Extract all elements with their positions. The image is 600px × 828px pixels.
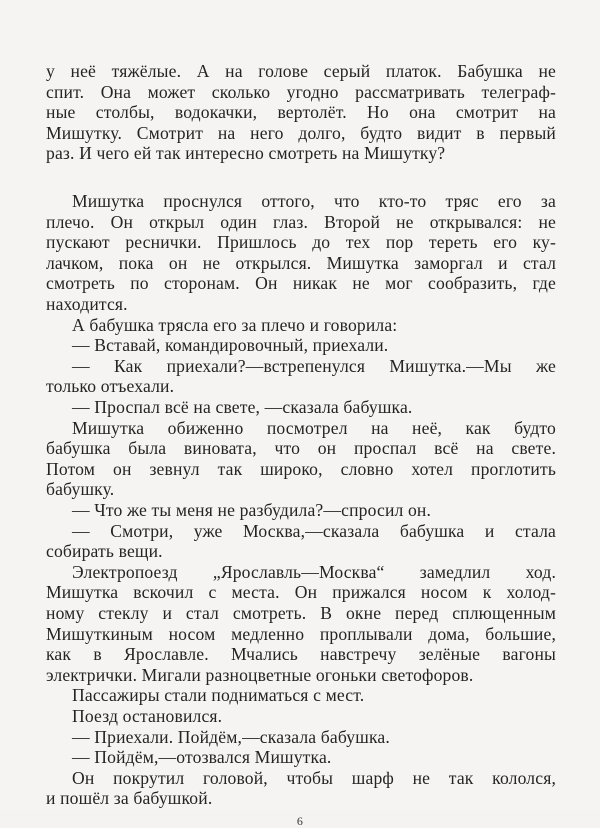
- text-line: ные столбы, водокачки, вертолёт. Но она смотрит на: [46, 102, 556, 123]
- text-line: А бабушка трясла его за плечо и говорила:: [72, 314, 398, 335]
- text-line: спит. Она может сколько угодно рассматривать телеграф-: [46, 81, 556, 102]
- text-line: и пошёл за бабушкой.: [46, 788, 213, 809]
- text-line: находится.: [46, 294, 128, 314]
- text-line: Пассажиры стали подниматься с мест.: [72, 685, 365, 706]
- text-line: пускают реснички. Пришлось до тех пор тереть его ку-: [46, 232, 556, 253]
- dialogue-line: — Смотри, уже Москва,—сказала бабушка и стала: [72, 520, 556, 541]
- text-line: Мишутка проснулся оттого, что кто-то тряс его за: [72, 191, 556, 211]
- dialogue-line: — Как приехали?—встрепенулся Мишутка.—Мы же: [72, 355, 556, 376]
- text-line: у неё тяжёлые. А на голове серый платок. Бабушка не: [46, 61, 556, 81]
- text-line: Мишутка обиженно посмотрел на неё, как будто: [72, 417, 556, 438]
- text-line: Мишуткиным носом медленно проплывали дома, большие,: [46, 623, 556, 644]
- text-line: как в Ярославле. Мчались навстречу зелёные вагоны: [46, 644, 556, 665]
- text-line: только отъехали.: [46, 376, 175, 397]
- text-line: электрички. Мигали разноцветные огоньки светофоров.: [46, 664, 474, 685]
- text-line: Потом он зевнул так широко, словно хотел проглотить: [46, 458, 556, 479]
- dialogue-line: — Пойдём,—отозвался Мишутка.: [72, 747, 332, 768]
- text-line: Мишутка вскочил с места. Он прижался носом к холод-: [46, 582, 556, 603]
- page-number: 6: [296, 814, 304, 828]
- dialogue-line: — Вставай, командировочный, приехали.: [72, 335, 389, 356]
- text-line: смотреть по сторонам. Он никак не мог сообразить, где: [46, 273, 556, 294]
- dialogue-line: — Проспал всё на свете, —сказала бабушка.: [72, 397, 413, 417]
- text-line: ному стеклу и стал смотреть. В окне перед сплющенным: [46, 603, 556, 623]
- dialogue-line: — Что же ты меня не разбудила?—спросил он.: [72, 500, 432, 520]
- text-line: Поезд остановился.: [72, 706, 223, 726]
- text-line: собирать вещи.: [46, 541, 163, 562]
- text-line: раз. И чего ей так интересно смотреть на Мишутку?: [46, 143, 446, 164]
- text-line: бабушка была виновата, что он проспал всё на свете.: [46, 438, 556, 459]
- text-line: Мишутку. Смотрит на него долго, будто видит в первый: [46, 122, 556, 143]
- text-line: лачком, пока он не открылся. Мишутка заморгал и стал: [46, 252, 556, 273]
- text-line: Электропоезд „Ярославль—Москва“ замедлил ход.: [72, 561, 556, 582]
- text-line: плечо. Он открыл один глаз. Второй не открывался: не: [46, 211, 556, 232]
- text-line: Он покрутил головой, чтобы шарф не так кололся,: [72, 767, 556, 788]
- text-line: бабушку.: [46, 479, 115, 500]
- dialogue-line: — Приехали. Пойдём,—сказала бабушка.: [72, 726, 390, 747]
